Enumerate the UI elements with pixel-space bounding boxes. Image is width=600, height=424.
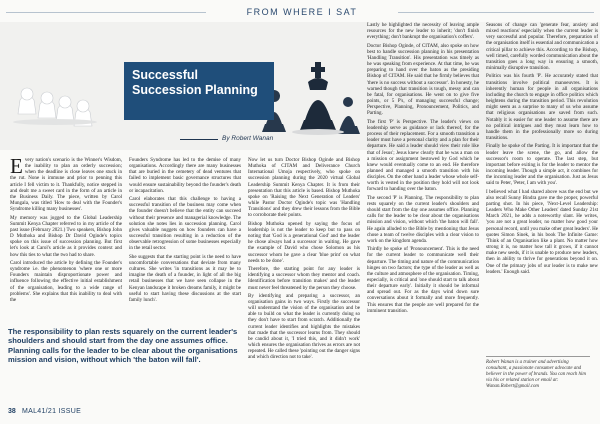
pull-quote: The responsibility to plan rests squarely on the current leader's shoulders and should start from the day one assumes office. Planning calls for the leader to be clear about the organisations mission and vision, without which 'the baton will fall'. (8, 327, 238, 365)
header-rule-right (398, 12, 594, 13)
drop-cap: E (10, 154, 23, 178)
paragraph: Doctor Bishop Oginde, of CITAM, also spoke on how best to handle succession planning in his presentation 'Handling Transition'. His presentation was timely as he was speaking from experience. At that time, he was preparing to hand over the baton as the presiding Bishop of CITAM. He said that he firmly believes that 'there is no success without a successor'. In honesty, he warned though that transition is tough, messy and can be fatal, for organisations. He went on to give five points, or 5 P's, of managing successful change; Perspective, Planning, Pronouncement, Politics, and Parting. (367, 42, 479, 117)
text-column-2 (129, 157, 241, 305)
section-header (0, 0, 600, 22)
article-byline: By Robert Wanan (222, 135, 274, 142)
paragraph: I believed what I had shared above was the end but we also recall Sunny Bindra gave me the proper, powerful parting shot. In his piece, 'Next-Level Leadership: Leaders Who Make Other Leaders' dated Sunday 21st March 2021, he adds a noteworthy slant. He writes, 'you are not a great leader, no matter how good your personal record, until you make other great leaders'. He quotes Simon Sinek, in his book The Infinite Game: 'Think of an Organisation like a plant. No matter how strong it is, no matter how tall it grows, if it cannot make new seeds, if it is unable to produce new leaders, then in ability to thrive for generations beyond it on. One of the primary jobs of our leader is to make new leaders.' Enough said. (486, 188, 598, 275)
section-label: FROM WHERE I SAT (246, 7, 358, 17)
author-bio: Robert Wanan is a trainer and advertising consultant, a passionate consumer advocate and believer in the power of brands. You can reach him via his or related station or email at: Wanan.Robert@gmail.com (486, 356, 590, 390)
page-footer (8, 408, 592, 420)
page-number: 38 (8, 408, 16, 415)
header-rule-left (6, 12, 206, 13)
paragraph: Carol elaborates that this challenge to having a successful transition of the business may come when the founder doesn't believe that the entity can succeed without their presence and managerial knowledge. The solution she notes lies in succession planning. Carol gives valuable nuggets on how founders can have a successful transition resulting in a reduction of the observable retrogression of some businesses especially in the retail sector. (129, 196, 241, 252)
article-title: Successful Succession Planning (132, 68, 258, 97)
issue-label: MAL41/21 ISSUE (22, 408, 82, 415)
paragraph (10, 154, 122, 213)
paragraph: By identifying and preparing a successor, an organisation gains in two ways. Firstly the successor will understand the vision of the organisation and be able to build on what the leader is currently doing so they don't have to start from scratch. Additionally the current leader identifies and highlights the mistakes that made that the successor learns from. They should be candid about it, 'I tried this, and it didn't work' which ensures the organisation thrives as errors are not repeated. He called these 'pointing out the danger signs and which direction not to take'. (248, 292, 360, 361)
paragraph: Finally he spoke of the Parting. It is important that the leader leave the scene, the go, and allow the successor's room to operate. The last step, but important before exiting is for the leader to mentor the incoming leader. Though a simple act, it combines for the incoming leader and the organisation. Just as Jesus said to Peter, 'Peter, I am with you'. (486, 143, 598, 187)
byline-rule (180, 139, 218, 140)
paragraph: Bishop Muthoka opened by saying the focus of leadership is not the leader to keep but to pass on noting that 'God is a generational God' and the leader he chose always had a successor in waiting. He gave the example of David who chose Solomon as his successor whom he gave a clear 'blue print' on what needs to be done'. (248, 220, 360, 264)
paragraph: The first 'P' is Perspective. The leader's views on leadership serve as guidance or lack thereof, for the process of their replacement. For a smooth transition a leader must have a personal clarity and a plan for their departure. He said a leader should view their role like that of Jesus'; Jesus knew clearly that he was a man on a mission or assignment bestowed by God which he knew would eventually come to an end. He therefore planned and managed a smooth transition with his disciples. On the other hand a leader whose whole self-worth is vested in the position they hold will not look forward to handing over the baton. (367, 118, 479, 193)
paragraph: Founders Syndrome has led to the demise of many organisations. Accordingly there are many businesses that are buried in the cemetery of dead ventures that failed to implement basic governance structures that would ensure sustainability beyond the founder's death or incapacitation. (129, 157, 241, 194)
paragraph: My memory was jogged to the Global Leadership Summit Kenya Chapter referred to in my article of the past issue (February 2021.) Two speakers, Bishop John D Muthoka and Bishop Dr David Oginde's topics spoke on this issue of succession planning. But first let's look at Carol's article as it provides context and how this ties to what the two had to share. (10, 214, 122, 258)
paragraph-text: very nation's scenario is the Winner's Wisdom, the inability to plan an orderly succession; when the deadline is close leaves one stuck in the rut. None is immune and prior to penning this article I fell victim to it. Thankfully, notice stepped in and dealt me a sweet card in the form of an article in the Business Daily. The piece, written by Carol Mungala, was titled 'How to deal with the Founder's Syndrome killing many businesses'. (10, 157, 122, 213)
paragraph: Therefore, the starting point for any leader is identifying a successor whom they mentor and coach. Identification before transition makes' and the leader must never feel threatened by the person they choose. (248, 266, 360, 291)
paragraph: Carol introduced the article by defining the Founder's syndrome i.e. the phenomenon 'where one or more Founders maintain disproportionate power and influence following the effective initial establishment of the organisation, leading to a wide range of problems'. She explains that this inability to deal with the (10, 259, 122, 303)
paragraph: Seasons of change can 'generate fear, anxiety and mixed reactions' especially when the current leader is very successful and popular. Therefore, preparation of the organisation itself is essential and communication a critical pillar to achieve this. According to the Bishop, well timed, carefully worded communication about the transition goes a long way in ensuring a smooth, minimally disruptive transition. (486, 22, 598, 72)
paragraph: The second 'P' is Planning. The responsibility to plan rests squarely on the current leader's shoulders and should start from the day one assumes office. Planning calls for the leader to be clear about the organisations mission and vision, without which 'the baton will fall'. He again alluded to the Bible by mentioning that Jesus chose a team of twelve disciples with a clear vision to work on the kingdom agenda. (367, 194, 479, 244)
article-title-box (124, 62, 274, 120)
text-column-1 (10, 154, 122, 305)
paragraph: Now let us turn Doctor Bishop Oginde and Bishop Muthoka of CITAM and Deliverance Church International Umoja respectively, who spoke on succession planning during the 2020 virtual Global Leadership Summit Kenya Chapter. It is from their presentation that this article is based. Bishop Muthoka spoke on 'Raising the Next Generation of Leaders' while Pastor Doctor Oginde's topic was 'Handling Transitions' and they drew their lessons from the Bible to corroborate their points. (248, 157, 360, 219)
paragraph: Thirdly he spoke of 'Pronouncement'. This is the need for the current leader to communicate well their departure. The timing and nature of the communication hinges on two factors; the type of the leader as well as the culture and atmosphere of the organisation. Timing, especially, is critical and 'one should start to talk about their departure early'. Initially it should be informal and spread out. For as the days wind down sure conversations about it formally and more frequently. This ensures that the people are well prepared for the imminent transition. (367, 246, 479, 314)
text-column-5 (486, 22, 598, 277)
paragraph: Lastly he highlighted the necessity of leaving ample resources for the new leader to inherit; 'don't finish everything; don't bankrupt the organisation's coffers'. (367, 22, 479, 41)
paragraph: She suggests that the starting point is the need to have uncomfortable conversations that deviate from many cultures. She writes 'in transitions as it may be to imagine the death of a founder, in light of all the big retail businesses that we have seen collapse in the Kenyan landscape it broken dreams family, it might be useful to start having these discussions at the start family lunch'. (129, 253, 241, 303)
paragraph: Politics was his fourth 'P'. He accurately stated that transitions involve political manoeuvres. It is inherently human for people in all organisations including the church to engage in office politics which heightens during the transition period. This revolution might seem as a surprise to many of us who assume that religious organisations are saved from such. Notably it is easier for one leader to assume there are no political intrigues and they must learn how to handle them in the professionally more so during transitions. (486, 73, 598, 141)
text-column-3 (248, 157, 360, 363)
text-column-4 (367, 22, 479, 316)
